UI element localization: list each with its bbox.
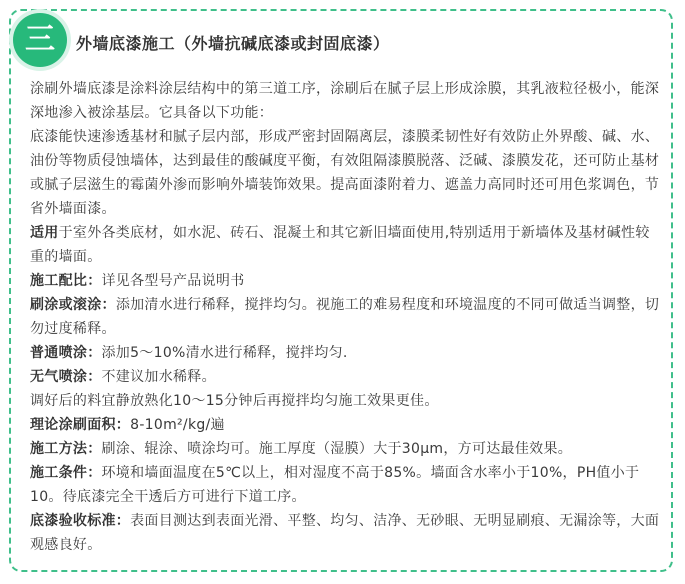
brush-text: 添加清水进行稀释，搅拌均匀。视施工的难易程度和环境温度的不同可做适当调整，切勿过度稀释。 bbox=[30, 297, 660, 337]
apply-line bbox=[30, 221, 660, 269]
area-label: 理论涂刷面积： bbox=[30, 417, 131, 433]
area-text: 8-10m²/kg/遍 bbox=[130, 417, 225, 433]
spray-line bbox=[30, 341, 660, 365]
area-line bbox=[30, 413, 660, 437]
section-title: 外墙底漆施工（外墙抗碱底漆或封固底漆） bbox=[76, 34, 390, 53]
condition-text: 环境和墙面温度在5℃以上，相对湿度不高于85%。墙面含水率小于10%，PH值小于10。待底漆完全干透后方可进行下道工序。 bbox=[30, 465, 640, 505]
condition-line bbox=[30, 461, 660, 509]
article-body bbox=[30, 77, 660, 557]
function-paragraph: 底漆能快速渗透基材和腻子层内部，形成严密封固隔离层，漆膜柔韧性好有效防止外界酸、碱、水、油份等物质侵蚀墙体，达到最佳的酸碱度平衡，有效阻隔漆膜脱落、泛碱、漆膜发花，还可防止基材或腻子层滋生的霉菌外渗而影响外墙装饰效果。提高面漆附着力、遮盖力高同时还可用色浆调色，节省外墙面漆。 bbox=[30, 129, 660, 217]
section-number-badge bbox=[13, 13, 67, 67]
intro-paragraph: 涂刷外墙底漆是涂料涂层结构中的第三道工序，涂刷后在腻子层上形成涂膜，其乳液粒径极小，能深深地渗入被涂基层。它具备以下功能： bbox=[30, 81, 660, 121]
apply-text: 于室外各类底材，如水泥、砖石、混凝土和其它新旧墙面使用,特别适用于新墙体及基材碱性较重的墙面。 bbox=[30, 225, 650, 265]
airless-line bbox=[30, 365, 660, 389]
accept-label: 底漆验收标准： bbox=[30, 513, 131, 529]
method-line bbox=[30, 437, 660, 461]
apply-label: 适用 bbox=[30, 225, 59, 241]
accept-line bbox=[30, 509, 660, 557]
brush-label: 刷涂或滚涂： bbox=[30, 297, 116, 313]
mix-note-line: 调好后的料宜静放熟化10～15分钟后再搅拌均匀施工效果更佳。 bbox=[30, 393, 439, 409]
section-number: 三 bbox=[25, 22, 55, 57]
ratio-text: 详见各型号产品说明书 bbox=[101, 273, 245, 289]
airless-text: 不建议加水稀释。 bbox=[101, 369, 216, 385]
ratio-line bbox=[30, 269, 660, 293]
spray-label: 普通喷涂： bbox=[30, 345, 102, 361]
method-label: 施工方法： bbox=[30, 441, 102, 457]
ratio-label: 施工配比： bbox=[30, 273, 102, 289]
method-text: 刷涂、辊涂、喷涂均可。施工厚度（湿膜）大于30μm，方可达最佳效果。 bbox=[101, 441, 573, 457]
accept-text: 表面目测达到表面光滑、平整、均匀、洁净、无砂眼、无明显刷痕、无漏涂等，大面观感良好。 bbox=[30, 513, 660, 553]
spray-text: 添加5～10%清水进行稀释，搅拌均匀. bbox=[101, 345, 348, 361]
brush-line bbox=[30, 293, 660, 341]
condition-label: 施工条件： bbox=[30, 465, 102, 481]
airless-label: 无气喷涂： bbox=[30, 369, 102, 385]
